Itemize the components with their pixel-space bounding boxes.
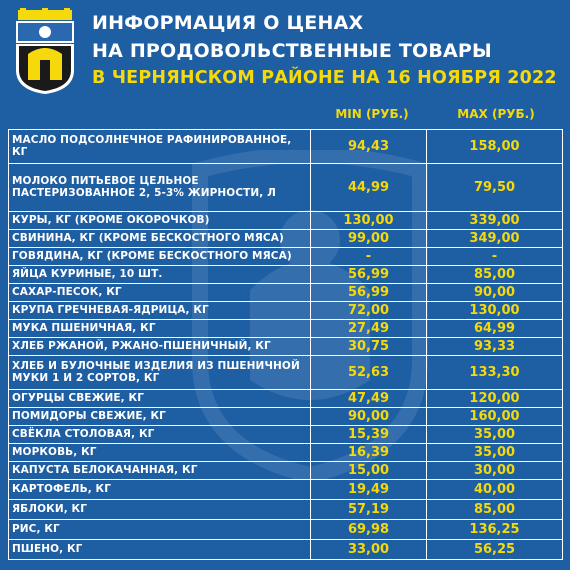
- product-name: ОГУРЦЫ СВЕЖИЕ, КГ: [9, 390, 311, 408]
- table-row: [9, 302, 563, 320]
- price-min: 47,49: [311, 390, 427, 408]
- price-min: 94,43: [311, 130, 427, 164]
- price-max: 158,00: [427, 130, 563, 164]
- table-row: [9, 540, 563, 560]
- coat-of-arms-icon: [12, 8, 78, 94]
- product-name: КУРЫ, КГ (КРОМЕ ОКОРОЧКОВ): [9, 212, 311, 230]
- table-row: [9, 444, 563, 462]
- product-name: МОРКОВЬ, КГ: [9, 444, 311, 462]
- table-row: [9, 230, 563, 248]
- column-header-min: MIN (РУБ.): [335, 107, 409, 121]
- price-table: [8, 129, 563, 560]
- page-title-line2: НА ПРОДОВОЛЬСТВЕННЫЕ ТОВАРЫ: [92, 40, 492, 62]
- product-name: МАСЛО ПОДСОЛНЕЧНОЕ РАФИНИРОВАННОЕ, КГ: [9, 130, 311, 164]
- table-row: [9, 266, 563, 284]
- price-max: 85,00: [427, 500, 563, 520]
- price-min: 56,99: [311, 284, 427, 302]
- price-max: 40,00: [427, 480, 563, 500]
- price-min: 44,99: [311, 164, 427, 212]
- price-min: 130,00: [311, 212, 427, 230]
- table-row: [9, 500, 563, 520]
- price-max: -: [427, 248, 563, 266]
- price-min: 56,99: [311, 266, 427, 284]
- price-min: 99,00: [311, 230, 427, 248]
- price-min: 19,49: [311, 480, 427, 500]
- price-max: 133,30: [427, 356, 563, 390]
- product-name: КРУПА ГРЕЧНЕВАЯ-ЯДРИЦА, КГ: [9, 302, 311, 320]
- page-header: [0, 0, 570, 100]
- price-min: 57,19: [311, 500, 427, 520]
- product-name: САХАР-ПЕСОК, КГ: [9, 284, 311, 302]
- table-row: [9, 320, 563, 338]
- price-min: 52,63: [311, 356, 427, 390]
- price-max: 35,00: [427, 426, 563, 444]
- price-max: 64,99: [427, 320, 563, 338]
- price-min: 15,00: [311, 462, 427, 480]
- price-min: 16,39: [311, 444, 427, 462]
- page-subtitle: В ЧЕРНЯНСКОМ РАЙОНЕ НА 16 НОЯБРЯ 2022: [92, 68, 557, 88]
- table-row: [9, 248, 563, 266]
- price-min: 69,98: [311, 520, 427, 540]
- price-max: 130,00: [427, 302, 563, 320]
- table-row: [9, 356, 563, 390]
- price-max: 30,00: [427, 462, 563, 480]
- price-max: 349,00: [427, 230, 563, 248]
- table-row: [9, 284, 563, 302]
- product-name: ПШЕНО, КГ: [9, 540, 311, 560]
- product-name: СВИНИНА, КГ (КРОМЕ БЕСКОСТНОГО МЯСА): [9, 230, 311, 248]
- price-max: 79,50: [427, 164, 563, 212]
- product-name: КАРТОФЕЛЬ, КГ: [9, 480, 311, 500]
- price-max: 136,25: [427, 520, 563, 540]
- table-row: [9, 164, 563, 212]
- table-row: [9, 390, 563, 408]
- price-max: 90,00: [427, 284, 563, 302]
- product-name: ГОВЯДИНА, КГ (КРОМЕ БЕСКОСТНОГО МЯСА): [9, 248, 311, 266]
- table-row: [9, 130, 563, 164]
- column-header-max: MAX (РУБ.): [457, 107, 535, 121]
- price-min: 90,00: [311, 408, 427, 426]
- price-max: 85,00: [427, 266, 563, 284]
- product-name: МОЛОКО ПИТЬЕВОЕ ЦЕЛЬНОЕ ПАСТЕРИЗОВАННОЕ 2, 5-3% ЖИРНОСТИ, Л: [9, 164, 311, 212]
- table-row: [9, 338, 563, 356]
- price-min: 30,75: [311, 338, 427, 356]
- table-row: [9, 520, 563, 540]
- product-name: РИС, КГ: [9, 520, 311, 540]
- product-name: ПОМИДОРЫ СВЕЖИЕ, КГ: [9, 408, 311, 426]
- price-min: 27,49: [311, 320, 427, 338]
- product-name: ХЛЕБ И БУЛОЧНЫЕ ИЗДЕЛИЯ ИЗ ПШЕНИЧНОЙ МУКИ 1 И 2 СОРТОВ, КГ: [9, 356, 311, 390]
- price-min: 33,00: [311, 540, 427, 560]
- table-row: [9, 462, 563, 480]
- table-row: [9, 212, 563, 230]
- price-max: 120,00: [427, 390, 563, 408]
- price-min: 15,39: [311, 426, 427, 444]
- price-max: 93,33: [427, 338, 563, 356]
- table-row: [9, 480, 563, 500]
- product-name: ЯБЛОКИ, КГ: [9, 500, 311, 520]
- product-name: СВЁКЛА СТОЛОВАЯ, КГ: [9, 426, 311, 444]
- price-max: 56,25: [427, 540, 563, 560]
- product-name: МУКА ПШЕНИЧНАЯ, КГ: [9, 320, 311, 338]
- price-max: 160,00: [427, 408, 563, 426]
- price-min: -: [311, 248, 427, 266]
- page-title-line1: ИНФОРМАЦИЯ О ЦЕНАХ: [92, 12, 364, 34]
- price-min: 72,00: [311, 302, 427, 320]
- price-max: 35,00: [427, 444, 563, 462]
- table-row: [9, 408, 563, 426]
- product-name: ЯЙЦА КУРИНЫЕ, 10 ШТ.: [9, 266, 311, 284]
- table-row: [9, 426, 563, 444]
- price-max: 339,00: [427, 212, 563, 230]
- product-name: ХЛЕБ РЖАНОЙ, РЖАНО-ПШЕНИЧНЫЙ, КГ: [9, 338, 311, 356]
- product-name: КАПУСТА БЕЛОКАЧАННАЯ, КГ: [9, 462, 311, 480]
